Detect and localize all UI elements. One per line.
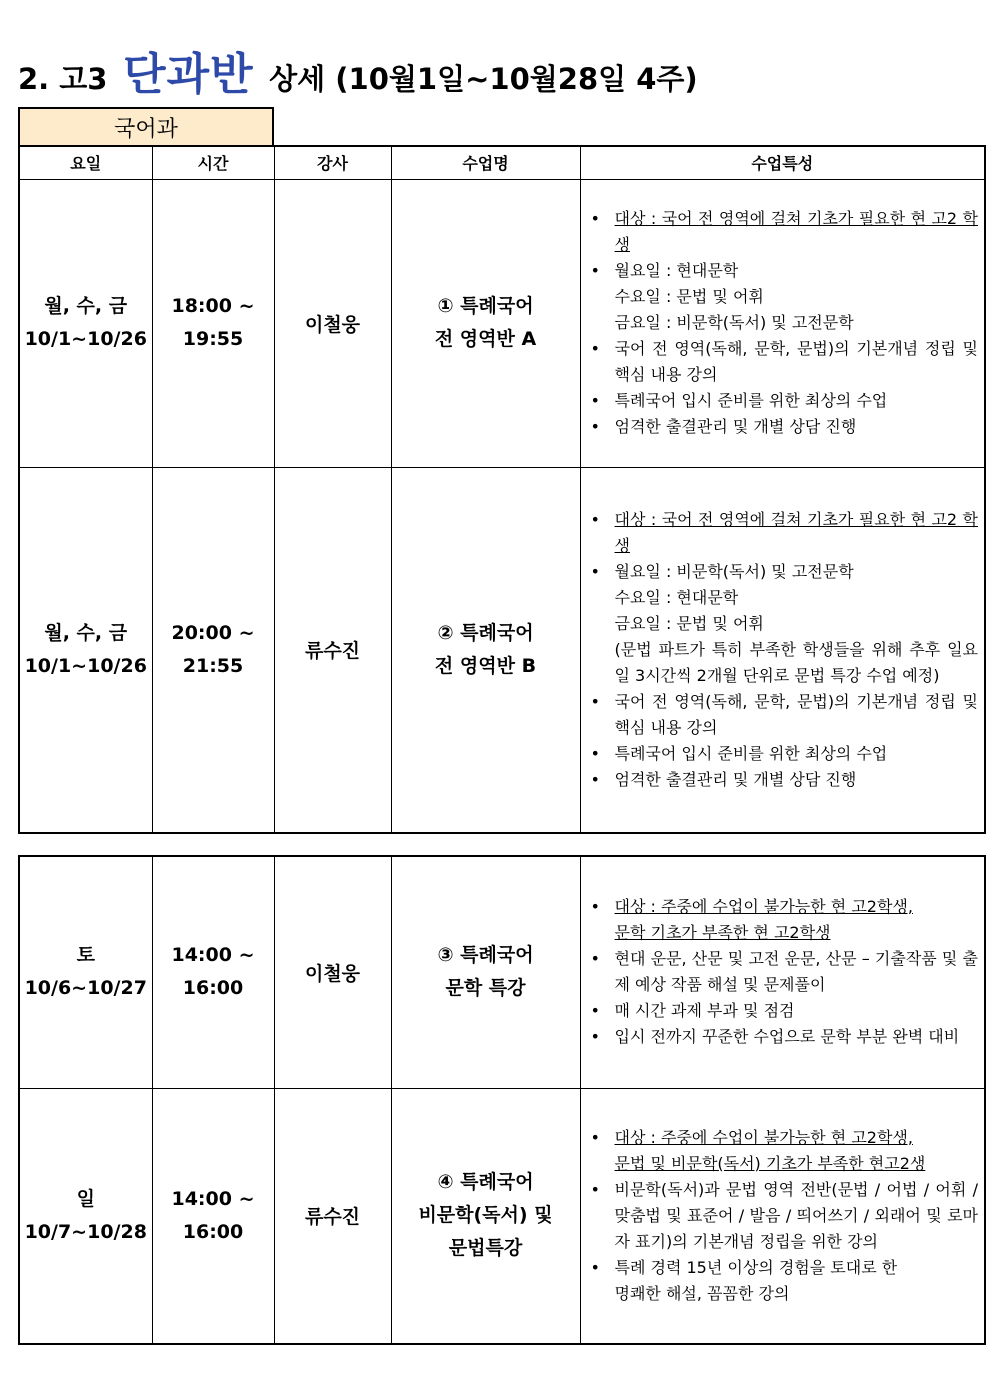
class-name-cell	[391, 1088, 580, 1344]
feature-item: • 대상 : 국어 전 영역에 걸쳐 기초가 필요한 현 고2 학생	[585, 206, 979, 258]
header-instructor: 강사	[274, 146, 391, 179]
class-name-line2: 문학 특강	[445, 977, 526, 1000]
period: 10/1~10/26	[24, 654, 147, 677]
feature-item: • 엄격한 출결관리 및 개별 상담 진행	[585, 767, 979, 793]
feature-item: • 국어 전 영역(독해, 문학, 문법)의 기본개념 정립 및 핵심 내용 강의	[585, 336, 979, 388]
table-row	[19, 467, 985, 833]
class-name-line1: ④ 특례국어	[437, 1171, 534, 1194]
class-name-line2: 전 영역반 B	[434, 654, 537, 677]
feature-item: • 매 시간 과제 부과 및 점검	[585, 998, 979, 1024]
class-name-line1: ③ 특례국어	[437, 944, 534, 967]
time-cell	[152, 856, 274, 1088]
time-start: 20:00 ~	[171, 621, 255, 644]
period: 10/6~10/27	[24, 977, 147, 1000]
features-cell	[580, 179, 985, 467]
time-cell	[152, 1088, 274, 1344]
feature-item: • 엄격한 출결관리 및 개별 상담 진행	[585, 414, 979, 440]
feature-list	[585, 206, 979, 440]
table-row	[19, 1088, 985, 1344]
feature-item: • 입시 전까지 꾸준한 수업으로 문학 부분 완벽 대비	[585, 1024, 979, 1050]
features-cell	[580, 467, 985, 833]
features-cell	[580, 1088, 985, 1344]
feature-item: • 비문학(독서)과 문법 영역 전반(문법 / 어법 / 어휘 / 맞춤법 및 표준어 / 발음 / 띄어쓰기 / 외래어 및 로마자 표기)의 기본개념 정립을 위한 강의	[585, 1177, 979, 1255]
header-day: 요일	[19, 146, 152, 179]
feature-item: • 특례국어 입시 준비를 위한 최상의 수업	[585, 741, 979, 767]
feature-item: • 대상 : 주중에 수업이 불가능한 현 고2학생, 문법 및 비문학(독서) 기초가 부족한 현고2생	[585, 1125, 979, 1177]
instructor: 류수진	[274, 1088, 391, 1344]
title-suffix: 상세 (10월1일~10월28일 4주)	[269, 62, 698, 96]
time-start: 14:00 ~	[171, 1187, 255, 1210]
day-cell	[19, 856, 152, 1088]
feature-item: • 국어 전 영역(독해, 문학, 문법)의 기본개념 정립 및 핵심 내용 강의	[585, 689, 979, 741]
instructor: 이철웅	[274, 179, 391, 467]
feature-item: • 현대 운문, 산문 및 고전 운문, 산문 – 기출작품 및 출제 예상 작품 해설 및 문제풀이	[585, 946, 979, 998]
feature-item: • 대상 : 주중에 수업이 불가능한 현 고2학생, 문학 기초가 부족한 현 고2학생	[585, 894, 979, 946]
time-start: 14:00 ~	[171, 944, 255, 967]
day: 일	[76, 1187, 95, 1210]
period: 10/1~10/26	[24, 328, 147, 350]
feature-item: • 월요일 : 비문학(독서) 및 고전문학 수요일 : 현대문학 금요일 : 문법 및 어휘 (문법 파트가 특히 부족한 학생들을 위해 추후 일요일 3시간씩 2개월 단위로 문법 특강 수업 예정)	[585, 559, 979, 689]
day: 토	[76, 944, 95, 967]
header-features: 수업특성	[580, 146, 985, 179]
schedule-table-weekend	[18, 855, 986, 1345]
department-tab: 국어과	[18, 107, 274, 146]
class-name-line1: ② 특례국어	[437, 621, 534, 644]
features-cell	[580, 856, 985, 1088]
title-prefix: 2. 고3	[18, 62, 108, 96]
day-cell	[19, 467, 152, 833]
feature-list	[585, 507, 979, 793]
time-cell	[152, 467, 274, 833]
class-name-cell	[391, 856, 580, 1088]
class-name-line3: 문법특강	[448, 1237, 523, 1260]
day: 월, 수, 금	[44, 295, 128, 317]
class-name-line1: ① 특례국어	[437, 295, 534, 317]
class-name-line2: 비문학(독서) 및	[418, 1204, 553, 1227]
time-cell	[152, 179, 274, 467]
feature-item: • 특례 경력 15년 이상의 경험을 토대로 한 명쾌한 해설, 꼼꼼한 강의	[585, 1255, 979, 1307]
schedule-table-weekday	[18, 145, 986, 834]
table-header-row	[19, 146, 985, 179]
feature-item: • 월요일 : 현대문학 수요일 : 문법 및 어휘 금요일 : 비문학(독서) 및 고전문학	[585, 258, 979, 336]
class-name-cell	[391, 467, 580, 833]
header-time: 시간	[152, 146, 274, 179]
day: 월, 수, 금	[44, 621, 128, 644]
instructor: 이철웅	[274, 856, 391, 1088]
instructor: 류수진	[274, 467, 391, 833]
feature-item: • 특례국어 입시 준비를 위한 최상의 수업	[585, 388, 979, 414]
feature-list	[585, 894, 979, 1050]
table-row	[19, 179, 985, 467]
period: 10/7~10/28	[24, 1220, 147, 1243]
header-class-name: 수업명	[391, 146, 580, 179]
time-start: 18:00 ~	[171, 295, 255, 317]
class-name-line2: 전 영역반 A	[434, 328, 537, 350]
day-cell	[19, 1088, 152, 1344]
feature-list	[585, 1125, 979, 1307]
time-end: 16:00	[182, 1220, 244, 1243]
class-name-cell	[391, 179, 580, 467]
time-end: 19:55	[182, 328, 244, 350]
page-title	[18, 38, 698, 98]
title-accent: 단과반	[123, 49, 254, 100]
time-end: 16:00	[182, 977, 244, 1000]
time-end: 21:55	[182, 654, 244, 677]
feature-item: • 대상 : 국어 전 영역에 걸쳐 기초가 필요한 현 고2 학생	[585, 507, 979, 559]
table-row	[19, 856, 985, 1088]
day-cell	[19, 179, 152, 467]
